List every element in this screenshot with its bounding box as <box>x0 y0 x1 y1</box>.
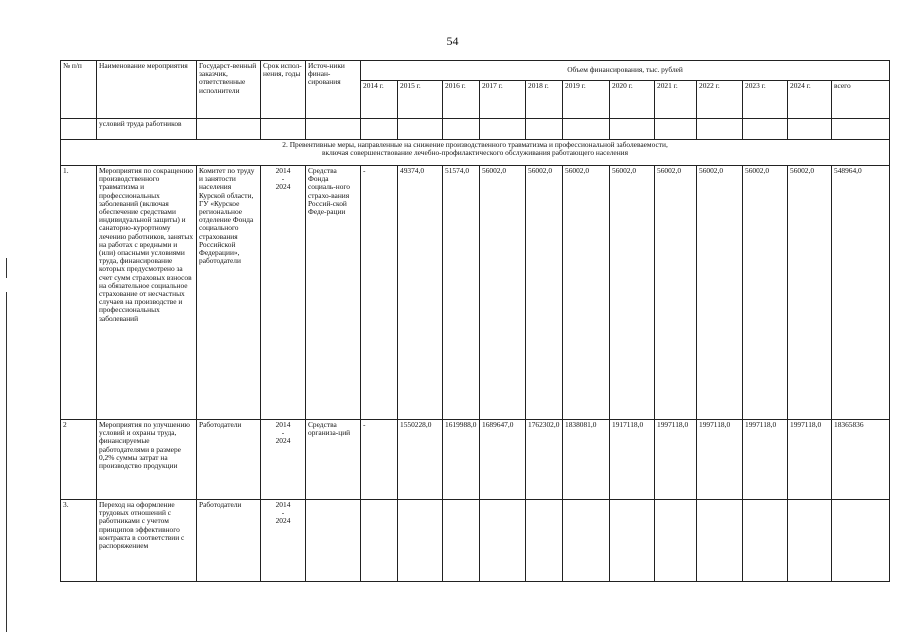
section-heading <box>61 140 890 166</box>
header-source: Источ-ники финан-сирования <box>306 61 361 119</box>
continuation-name: условий труда работников <box>97 119 197 140</box>
row-total: 548964,0 <box>832 166 890 420</box>
row-value <box>526 500 563 582</box>
header-funding: Объем финансирования, тыс. рублей <box>361 61 890 81</box>
row-total: 18365836 <box>832 420 890 500</box>
header-year: 2014 г. <box>361 81 398 119</box>
row-value: 56002,0 <box>563 166 610 420</box>
row-term <box>261 420 306 500</box>
row-value: 1689647,0 <box>480 420 526 500</box>
header-year: 2015 г. <box>398 81 443 119</box>
row-value: 1997118,0 <box>697 420 743 500</box>
row-value: 1997118,0 <box>788 420 832 500</box>
term-start: 2014 <box>275 500 291 509</box>
table-row <box>61 500 890 582</box>
row-value: - <box>361 420 398 500</box>
row-value: 56002,0 <box>697 166 743 420</box>
row-value <box>655 500 697 582</box>
row-value <box>398 500 443 582</box>
header-year: 2019 г. <box>563 81 610 119</box>
header-year: 2017 г. <box>480 81 526 119</box>
margin-mark-lower <box>6 292 7 632</box>
term-start: 2014 <box>275 166 291 175</box>
header-year: 2023 г. <box>743 81 788 119</box>
row-value: 56002,0 <box>480 166 526 420</box>
header-year: 2022 г. <box>697 81 743 119</box>
row-value: 56002,0 <box>655 166 697 420</box>
header-year: 2018 г. <box>526 81 563 119</box>
term-dash: - <box>281 174 285 184</box>
term-end: 2024 <box>275 516 291 526</box>
row-value <box>697 500 743 582</box>
row-customer: Комитет по труду и занятости населения Курской области, ГУ «Курское региональное отделение Фонда социального страхования Российской Федерации», работодатели <box>197 166 261 420</box>
row-value: 1997118,0 <box>743 420 788 500</box>
margin-mark-upper <box>6 258 7 278</box>
row-source: Средства организа-ций <box>306 420 361 500</box>
header-term: Срок испол-нения, годы <box>261 61 306 119</box>
row-value: 1550228,0 <box>398 420 443 500</box>
row-value <box>563 500 610 582</box>
row-value: 1917118,0 <box>610 420 655 500</box>
section-heading-line2: включая совершенствование лечебно-профилактического обслуживания работающего населения <box>322 148 629 158</box>
term-end: 2024 <box>275 182 291 192</box>
row-name: Мероприятия по улучшению условий и охраны труда, финансируемые работодателями в размере 0,2% суммы затрат на производство продукции <box>97 420 197 500</box>
section-heading-line1: 2. Превентивные меры, направленные на снижение производственного травматизма и профессиональной заболеваемости, <box>282 140 668 149</box>
row-customer: Работодатели <box>197 500 261 582</box>
header-year: 2020 г. <box>610 81 655 119</box>
row-num: 3. <box>61 500 97 582</box>
header-name: Наименование мероприятия <box>97 61 197 119</box>
header-year: 2016 г. <box>443 81 480 119</box>
continuation-row <box>61 119 890 140</box>
header-num: № п/п <box>61 61 97 119</box>
page-number: 54 <box>446 34 459 48</box>
row-value: 51574,0 <box>443 166 480 420</box>
header-customer: Государст-венный заказчик, ответственные исполнители <box>197 61 261 119</box>
row-term <box>261 166 306 420</box>
row-customer: Работодатели <box>197 420 261 500</box>
row-name: Переход на оформление трудовых отношений с работниками с учетом принципов эффективного контракта в соответствии с распоряжением <box>97 500 197 582</box>
header-year-total: всего <box>832 81 890 119</box>
row-value: 1762302,0 <box>526 420 563 500</box>
row-value: 56002,0 <box>743 166 788 420</box>
row-term <box>261 500 306 582</box>
row-value: 56002,0 <box>788 166 832 420</box>
row-name: Мероприятия по сокращению производственного травматизма и профессиональных заболеваний (включая обеспечение средствами индивидуальной защиты) и санаторно-курортному лечению работников, занятых на работах с вредными и (или) опасными условиями труда, финансирование которых предусмотрено за счет сумм страховых взносов на обязательное социальное страхование от несчастных случаев на производстве и профессиональных заболеваний <box>97 166 197 420</box>
row-value <box>743 500 788 582</box>
row-value: 1619988,0 <box>443 420 480 500</box>
table-row <box>61 420 890 500</box>
table-row <box>61 166 890 420</box>
row-value <box>788 500 832 582</box>
row-num: 1. <box>61 166 97 420</box>
row-value <box>480 500 526 582</box>
term-dash: - <box>281 428 285 438</box>
term-dash: - <box>281 508 285 518</box>
row-value <box>443 500 480 582</box>
header-year: 2021 г. <box>655 81 697 119</box>
term-end: 2024 <box>275 436 291 446</box>
row-value: 49374,0 <box>398 166 443 420</box>
row-value: 1997118,0 <box>655 420 697 500</box>
row-value: 1838081,0 <box>563 420 610 500</box>
row-source: Средства Фонда социаль-ного страхо-вания Россий-ской Феде-рации <box>306 166 361 420</box>
term-start: 2014 <box>275 420 291 429</box>
row-source <box>306 500 361 582</box>
row-value: - <box>361 166 398 420</box>
funding-table <box>60 60 890 582</box>
row-value: 56002,0 <box>526 166 563 420</box>
row-num: 2 <box>61 420 97 500</box>
section-row <box>61 140 890 166</box>
row-value <box>610 500 655 582</box>
row-total <box>832 500 890 582</box>
row-value: 56002,0 <box>610 166 655 420</box>
row-value <box>361 500 398 582</box>
header-year: 2024 г. <box>788 81 832 119</box>
header-row-top <box>61 61 890 81</box>
